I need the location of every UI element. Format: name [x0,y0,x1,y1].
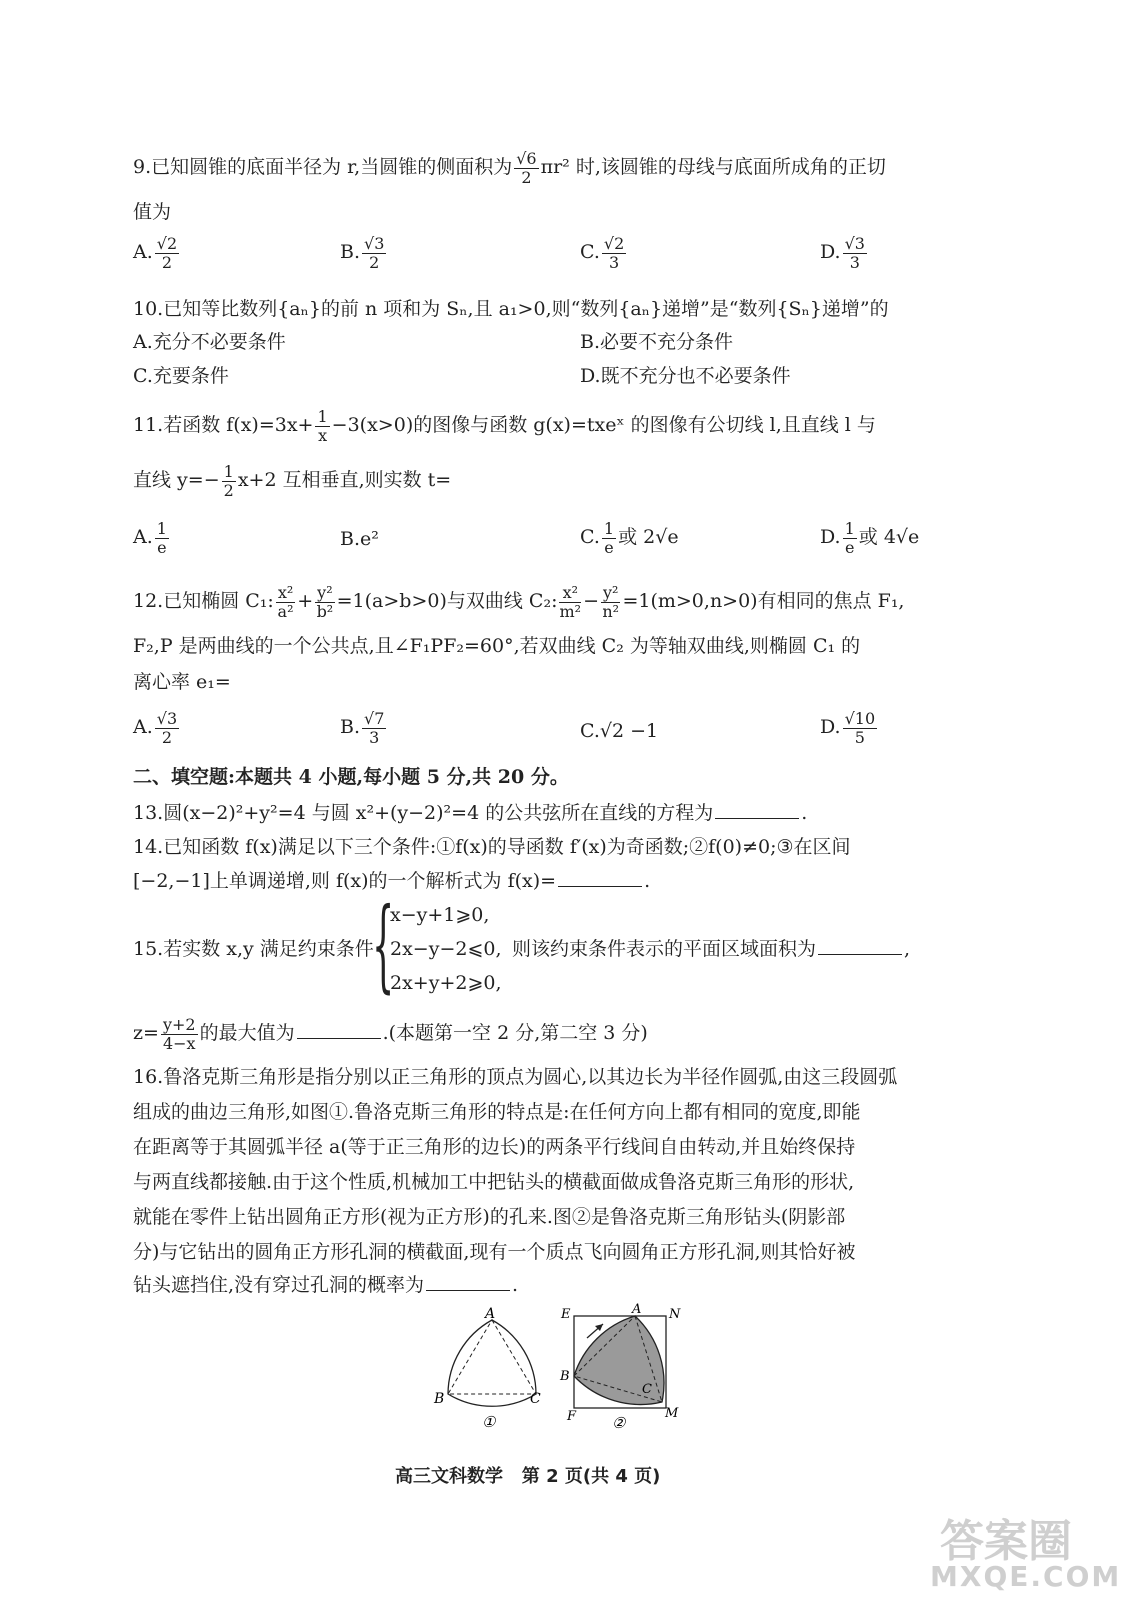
q11-stem-line1: 11.若函数 f(x)=3x+ $\frac{1}{x}$ −3(x>0)的图像与函数 g(x)=txeˣ 的图像有公切线 l,且直线 l 与 [133,407,876,445]
q9-fraction [514,150,538,186]
q11-option-c: C. $\frac{1}{e}$ 或 2√e [580,519,679,557]
q15-answer-blank-2 [297,1037,381,1039]
fig2-label-f: F [567,1409,577,1424]
q9-stem-line1 [133,150,886,186]
q15-stem-pre: 15.若实数 x,y 满足约束条件 [133,938,374,960]
q16-answer-blank [426,1289,510,1291]
q16-line-5: 就能在零件上钻出圆角正方形(视为正方形)的孔来.图②是鲁洛克斯三角形钻头(阴影部 [133,1206,846,1228]
q14-answer-blank [558,885,642,887]
q11-option-a: A. $\frac{1}{e}$ [133,519,167,557]
section-fill-in-title: 二、填空题:本题共 4 小题,每小题 5 分,共 20 分。 [133,766,569,788]
q10-stem: 10.已知等比数列{aₙ}的前 n 项和为 Sₙ,且 a₁>0,则“数列{aₙ}递增”是“数列{Sₙ}递增”的 [133,298,889,320]
fig1-label-a: A [485,1306,496,1322]
q16-line-6: 分)与它钻出的圆角正方形孔洞的横截面,现有一个质点飞向圆角正方形孔洞,则其恰好被 [133,1241,856,1263]
q12-option-c: C.√2 −1 [580,720,659,742]
figure-2-drill [555,1302,695,1437]
fig2-label-c: C [642,1382,652,1397]
q9-frac-den: 2 [521,167,532,187]
q10-option-c: C.充要条件 [133,365,229,387]
q15-constraint-3: 2x+y+2⩾0, [390,972,502,994]
q10-option-a: A.充分不必要条件 [133,331,286,353]
q10-option-d: D.既不充分也不必要条件 [580,365,791,387]
q13-answer-blank [715,817,799,819]
q15-z-fraction: $\frac{y+2}{4-x}$ [162,1015,196,1053]
fig1-inner-triangle [448,1320,536,1394]
q15-brace: { [372,886,395,1003]
q15-constraint-1: x−y+1⩾0, [390,904,490,926]
q16-line-3: 在距离等于其圆弧半径 a(等于正三角形的边长)的两条平行线间自由转动,并且始终保持 [133,1136,856,1158]
q9-stem-a: 9.已知圆锥的底面半径为 r,当圆锥的侧面积为 [133,156,513,179]
q15-stem-z: z= $\frac{y+2}{4-x}$ 的最大值为 .(本题第一空 2 分,第二空 3 分) [133,1015,648,1053]
q13-stem: 13.圆(x−2)²+y²=4 与圆 x²+(y−2)²=4 的公共弦所在直线的方程为 . [133,802,808,824]
fig1-label-c: C [530,1391,541,1407]
fig1-reuleaux-outline [448,1320,536,1406]
q12-option-d: D. $\frac{√10}{5}$ [820,709,876,747]
q11-half-fraction: $\frac{1}{2}$ [223,462,234,500]
watermark-logo-url: MXQE.COM [930,1560,1122,1593]
q12-option-a: A. $\frac{√3}{2}$ [133,709,178,747]
fig1-label-b: B [434,1391,445,1407]
q9-frac-num: √6 [516,149,537,168]
fig2-label-a: A [632,1302,642,1317]
q11-stem-line2: 直线 y=− $\frac{1}{2}$ x+2 互相垂直,则实数 t= [133,462,452,500]
fig2-label-e: E [561,1307,571,1322]
q9-stem-b: πr² 时,该圆锥的母线与底面所成角的正切 [540,156,886,179]
q16-line-4: 与两直线都接触.由于这个性质,机械加工中把钻头的横截面做成鲁洛克斯三角形的形状, [133,1171,855,1193]
q16-line-7: 钻头遮挡住,没有穿过孔洞的概率为 . [133,1274,519,1296]
q10-option-b: B.必要不充分条件 [580,331,734,353]
q14-stem-line2: [−2,−1]上单调递增,则 f(x)的一个解析式为 f(x)= . [133,870,651,892]
fig2-label-m: M [665,1406,679,1421]
q9-option-b: B. $\frac{√3}{2}$ [340,234,385,272]
q12-stem-line1: 12.已知椭圆 C₁: $\frac{\text{x²}}{\text{a²}}$ + $\frac{\text{y²}}{\text{b²}}$ =1(a>b>0)与双曲线 C₂: $\frac{\text{x²}}{\text{m²}}$ − $\frac{\text{y²}}{\text{n²}}$ =1(m>0,n>0)有相同的焦点 F₁, [133,583,905,621]
q15-answer-blank-1 [818,953,902,955]
fig2-caption: ② [612,1414,626,1432]
q16-line-1: 16.鲁洛克斯三角形是指分别以正三角形的顶点为圆心,以其边长为半径作圆弧,由这三段圆弧 [133,1066,898,1088]
q9-option-d: D. $\frac{√3}{3}$ [820,234,865,272]
q12-stem-line3: 离心率 e₁= [133,671,231,693]
q11-option-b: B.e² [340,528,379,550]
fig1-caption: ① [482,1413,496,1431]
page-footer: 高三文科数学 第 2 页(共 4 页) [395,1466,661,1487]
fig2-label-n: N [669,1307,681,1322]
q9-stem-line2: 值为 [133,201,172,223]
q16-line-2: 组成的曲边三角形,如图①.鲁洛克斯三角形的特点是:在任何方向上都有相同的宽度,即能 [133,1101,861,1123]
q14-stem-line1: 14.已知函数 f(x)满足以下三个条件:①f(x)的导函数 f′(x)为奇函数;②f(0)≠0;③在区间 [133,836,851,858]
q11-fraction: $\frac{1}{x}$ [317,407,328,445]
q11-option-d: D. $\frac{1}{e}$ 或 4√e [820,519,920,557]
q9-option-c: C. $\frac{√2}{3}$ [580,234,625,272]
q9-option-a: A. $\frac{√2}{2}$ [133,234,178,272]
fig2-label-b: B [560,1369,570,1384]
watermark-logo-cn: 答案圈 [940,1516,1072,1567]
q12-option-b: B. $\frac{√7}{3}$ [340,709,385,747]
q15-stem-mid: 则该约束条件表示的平面区域面积为 , [512,938,911,960]
figure-1-reuleaux [430,1305,560,1435]
q12-stem-line2: F₂,P 是两曲线的一个公共点,且∠F₁PF₂=60°,若双曲线 C₂ 为等轴双曲线,则椭圆 C₁ 的 [133,635,861,657]
q15-constraint-2: 2x−y−2⩽0, [390,938,502,960]
